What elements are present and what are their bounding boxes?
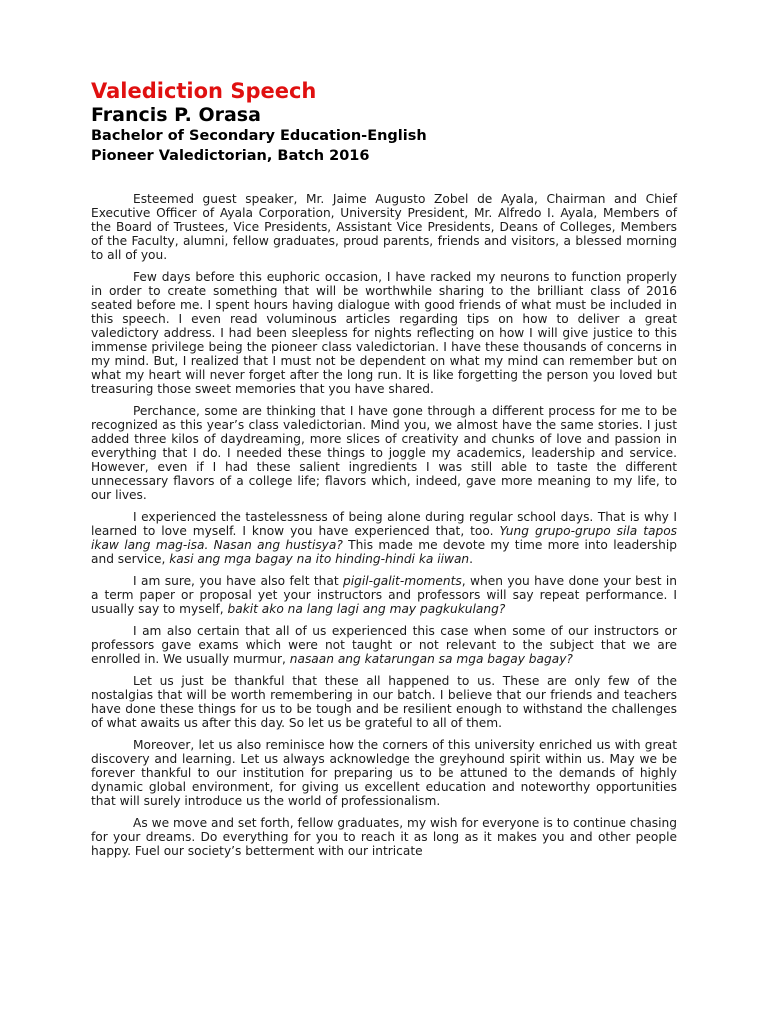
- speech-paragraph: [91, 574, 677, 616]
- text-segment: Perchance, some are thinking that I have gone through a different process for me to be recognized as this year’s class valedictorian. Mind you, we almost have the same stories. I just added three kilos of daydreaming, more slices of creativity and chunks of love and passion in everything that I do. I needed these things to joggle my academics, leadership and service. However, even if I had these salient ingredients I was still able to taste the different unnecessary flavors of a college life; flavors which, indeed, gave more meaning to my life, to our lives.: [91, 404, 677, 502]
- speech-paragraph: [91, 270, 677, 396]
- speech-body: [91, 192, 677, 858]
- italic-phrase: pigil-galit-moments: [343, 574, 462, 588]
- italic-phrase: Yung grupo-grupo sila tapos ikaw lang mag-isa. Nasan ang hustisya?: [91, 524, 677, 552]
- speech-paragraph: [91, 624, 677, 666]
- speech-paragraph: [91, 192, 677, 262]
- text-segment: I am also certain that all of us experienced this case when some of our instructors or professors gave exams which were not taught or not relevant to the subject that we are enrolled in. We usually murmur,: [91, 624, 677, 666]
- text-segment: Esteemed guest speaker, Mr. Jaime Augusto Zobel de Ayala, Chairman and Chief Executive Officer of Ayala Corporation, University President, Mr. Alfredo I. Ayala, Members of the Board of Trustees, Vice Presidents, Assistant Vice Presidents, Deans of Colleges, Members of the Faculty, alumni, fellow graduates, proud parents, friends and visitors, a blessed morning to all of you.: [91, 192, 677, 262]
- text-segment: Let us just be thankful that these all happened to us. These are only few of the nostalgias that will be worth remembering in our batch. I believe that our friends and teachers have done these things for us to be tough and be resilient enough to withstand the challenges of what awaits us after this day. So let us be grateful to all of them.: [91, 674, 677, 730]
- italic-phrase: kasi ang mga bagay na ito hinding-hindi ka iiwan: [169, 552, 470, 566]
- text-segment: .: [469, 552, 474, 566]
- distinction-line: Pioneer Valedictorian, Batch 2016: [91, 147, 370, 164]
- speech-paragraph: [91, 816, 677, 858]
- text-segment: I am sure, you have also felt that: [133, 574, 344, 588]
- speech-title: Valediction Speech: [91, 79, 317, 103]
- text-segment: I experienced the tastelessness of being alone during regular school days. That is why I learned to love myself. I know you have experienced that, too.: [91, 510, 677, 538]
- degree-line: Bachelor of Secondary Education-English: [91, 128, 427, 144]
- speech-paragraph: [91, 674, 677, 730]
- text-segment: Moreover, let us also reminisce how the corners of this university enriched us with great discovery and learning. Let us always acknowledge the greyhound spirit within us. May we be forever thankful to our institution for preparing us to be attuned to the demands of highly dynamic global environment, for giving us excellent education and noteworthy opportunities that will surely introduce us the world of professionalism.: [91, 738, 677, 808]
- text-segment: This made me devote my time more into leadership and service,: [91, 538, 677, 566]
- text-segment: Few days before this euphoric occasion, I have racked my neurons to function properly in order to create something that will be worthwhile sharing to the brilliant class of 2016 seated before me. I spent hours having dialogue with good friends of what must be included in this speech. I even read voluminous articles regarding tips on how to deliver a great valedictory address. I had been sleepless for nights reflecting on how I will give justice to this immense privilege being the pioneer class valedictorian. I have these thousands of concerns in my mind. But, I realized that I must not be dependent on what my mind can remember but on what my heart will never forget after the long run. It is like forgetting the person you loved but treasuring those sweet memories that you have shared.: [91, 270, 677, 396]
- text-segment: As we move and set forth, fellow graduates, my wish for everyone is to continue chasing for your dreams. Do everything for you to reach it as long as it makes you and other people happy. Fuel our society’s betterment with our intricate: [91, 816, 677, 858]
- italic-phrase: bakit ako na lang lagi ang may pagkukulang?: [227, 602, 506, 616]
- text-segment: , when you have done your best in a term paper or proposal yet your instructors and professors will say repeat performance. I usually say to myself,: [91, 574, 678, 616]
- speech-paragraph: [91, 738, 677, 808]
- italic-phrase: nasaan ang katarungan sa mga bagay bagay?: [289, 652, 573, 666]
- speech-paragraph: [91, 510, 677, 566]
- speech-paragraph: [91, 404, 677, 502]
- author-name: Francis P. Orasa: [91, 104, 261, 126]
